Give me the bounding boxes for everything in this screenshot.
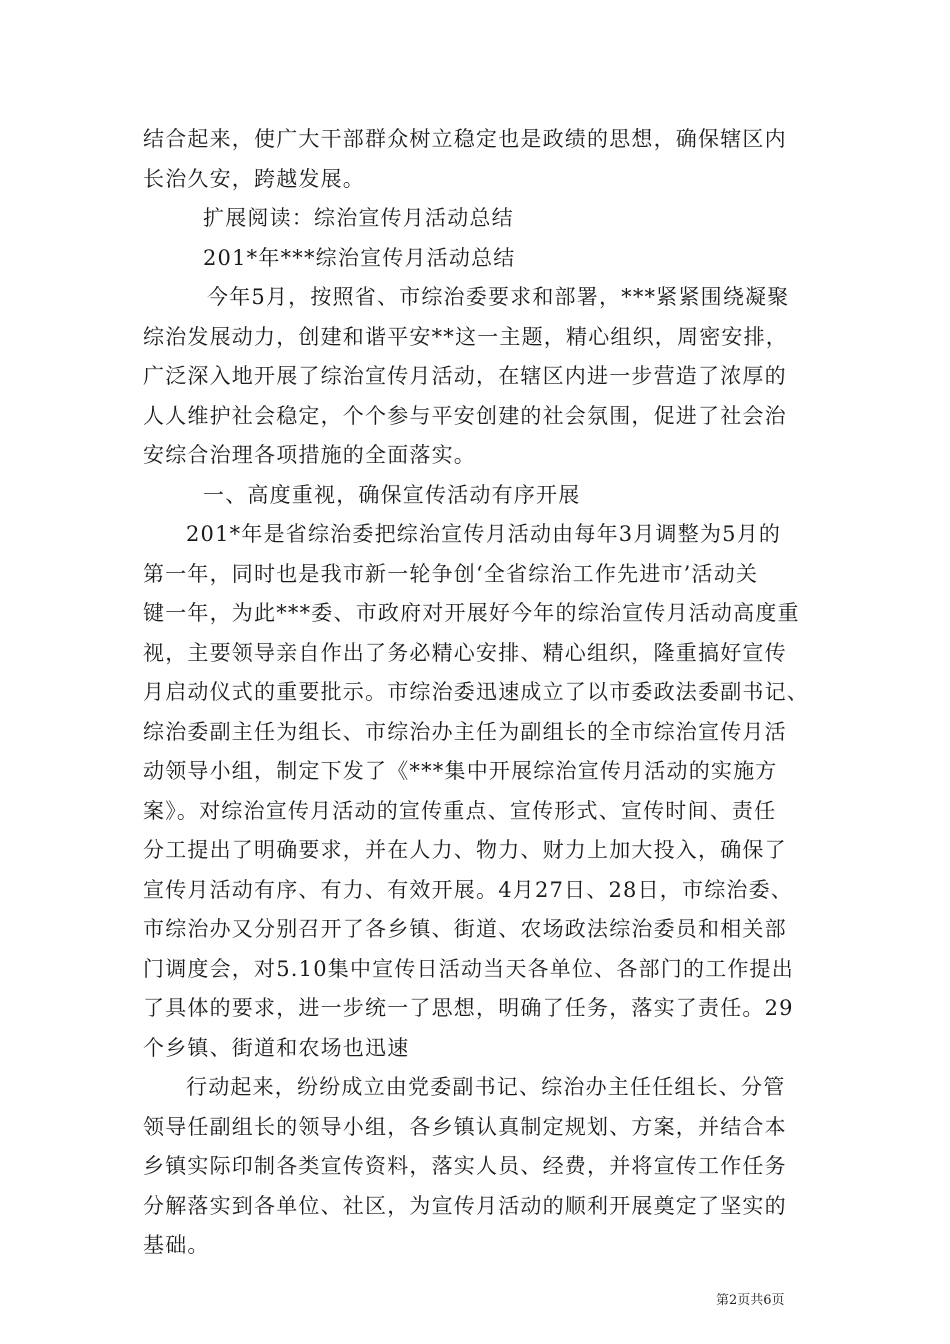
text-line: 案》。对综治宣传月活动的宣传重点、宣传形式、宣传时间、责任 [143, 798, 777, 823]
text-line: 201*年是省综治委把综治宣传月活动由每年3月调整为5月的 [186, 522, 782, 546]
text-line: 市综治办又分别召开了各乡镇、街道、农场政法综治委员和相关部 [143, 917, 787, 941]
text-line: 长治久安，跨越发展。 [143, 166, 365, 191]
text-line: 分解落实到各单位、社区，为宣传月活动的顺利开展奠定了坚实的 [143, 1193, 787, 1218]
text-line: 今年5月，按照省、市综治委要求和部署，***紧紧围绕凝聚 [207, 285, 790, 309]
text-line: 综治委副主任为组长、市综治办主任为副组长的全市综治宣传月活 [143, 719, 787, 744]
text-line: 门调度会，对5.10集中宣传日活动当天各单位、各部门的工作提出 [143, 956, 794, 981]
text-line: 基础。 [143, 1233, 210, 1257]
text-line: 人人维护社会稳定，个个参与平安创建的社会氛围，促进了社会治 [143, 403, 787, 428]
section-heading: 一、高度重视，确保宣传活动有序开展 [203, 482, 581, 507]
text-line: 宣传月活动有序、有力、有效开展。4月27日、28日，市综治委、 [143, 877, 794, 902]
text-line: 综治发展动力，创建和谐平安**这一主题，精心组织，周密安排， [143, 324, 788, 349]
text-line: 行动起来，纷纷成立由党委副书记、综治办主任任组长、分管 [186, 1075, 786, 1099]
text-line: 第一年，同时也是我市新一轮争创‘全省综治工作先进市’活动关 [143, 561, 759, 586]
document-body [143, 120, 813, 1266]
text-line: 了具体的要求，进一步统一了思想，明确了任务，落实了责任。29 [143, 996, 794, 1020]
text-line: 领导任副组长的领导小组，各乡镇认真制定规划、方案，并结合本 [143, 1114, 787, 1139]
text-line: 分工提出了明确要求，并在人力、物力、财力上加大投入，确保了 [143, 838, 787, 862]
text-line: 201*年***综治宣传月活动总结 [203, 245, 516, 270]
text-line: 个乡镇、街道和农场也迅速 [143, 1035, 410, 1060]
text-line: 结合起来，使广大干部群众树立稳定也是政绩的思想，确保辖区内 [143, 127, 787, 151]
text-line: 扩展阅读：综治宣传月活动总结 [203, 206, 514, 230]
text-line: 安综合治理各项措施的全面落实。 [143, 443, 476, 467]
text-line: 广泛深入地开展了综治宣传月活动，在辖区内进一步营造了浓厚的 [143, 364, 787, 388]
text-line: 动领导小组，制定下发了《***集中开展综治宣传月活动的实施方 [143, 759, 778, 783]
text-line: 键一年，为此***委、市政府对开展好今年的综治宣传月活动高度重 [143, 601, 800, 625]
text-line: 视，主要领导亲自作出了务必精心安排、精心组织，隆重搞好宣传 [143, 640, 787, 665]
text-line: 月启动仪式的重要批示。市综治委迅速成立了以市委政法委副书记、 [143, 680, 809, 704]
text-line: 乡镇实际印制各类宣传资料，落实人员、经费，并将宣传工作任务 [143, 1154, 787, 1178]
page-number: 第2页共6页 [716, 1293, 785, 1308]
